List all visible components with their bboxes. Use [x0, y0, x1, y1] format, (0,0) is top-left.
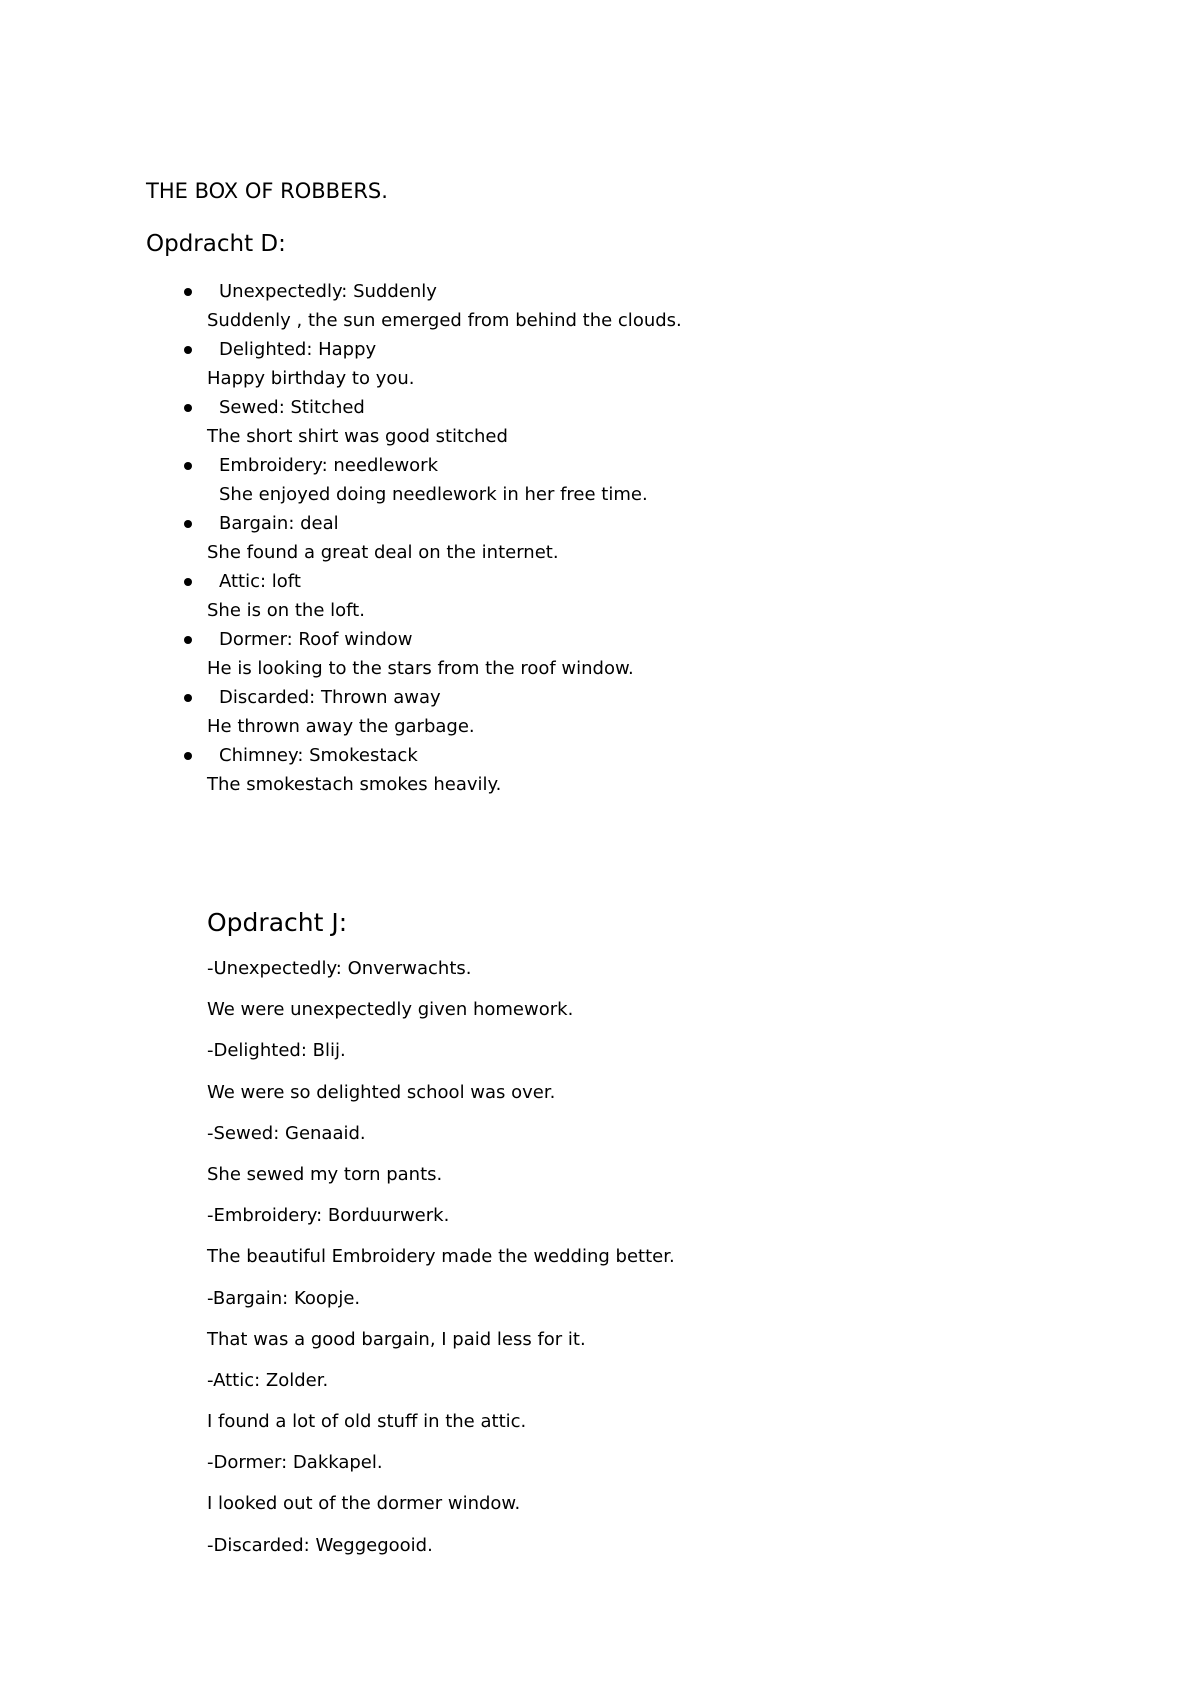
bullet-icon: [184, 288, 192, 296]
vocab-term-line: -Discarded: Weggegooid.: [207, 1534, 433, 1556]
vocab-item: [0, 455, 1200, 513]
vocab-item: [0, 339, 1200, 397]
vocab-item: [0, 571, 1200, 629]
vocab-term-line: -Sewed: Genaaid.: [207, 1122, 366, 1144]
vocab-term: Dormer: Roof window: [219, 629, 413, 650]
vocab-term-line: -Dormer: Dakkapel.: [207, 1452, 383, 1474]
vocab-item: [0, 513, 1200, 571]
section-d-heading: Opdracht D:: [146, 231, 286, 257]
vocab-term-line: -Embroidery: Borduurwerk.: [207, 1205, 450, 1227]
vocab-term: Attic: loft: [219, 571, 301, 592]
section-j-list: [207, 958, 675, 1576]
vocab-term-line: -Unexpectedly: Onverwachts.: [207, 958, 472, 979]
bullet-icon: [184, 520, 192, 528]
vocab-example-line: I looked out of the dormer window.: [207, 1493, 521, 1515]
vocab-example: The smokestach smokes heavily.: [207, 774, 502, 795]
bullet-icon: [184, 462, 192, 470]
vocab-item: [0, 281, 1200, 339]
section-j-heading: Opdracht J:: [207, 908, 348, 937]
vocab-example-line: She sewed my torn pants.: [207, 1163, 443, 1185]
vocab-term: Embroidery: needlework: [219, 455, 438, 476]
vocab-example-line: The beautiful Embroidery made the wedding better.: [207, 1246, 675, 1268]
vocab-example: She is on the loft.: [207, 600, 365, 621]
bullet-icon: [184, 578, 192, 586]
vocab-item: [0, 687, 1200, 745]
bullet-icon: [184, 404, 192, 412]
vocab-example: Suddenly , the sun emerged from behind the clouds.: [207, 310, 682, 331]
vocab-term: Chimney: Smokestack: [219, 745, 418, 766]
bullet-icon: [184, 346, 192, 354]
vocab-example: The short shirt was good stitched: [207, 426, 508, 447]
vocab-term: Delighted: Happy: [219, 339, 377, 360]
document-title: THE BOX OF ROBBERS.: [146, 179, 388, 203]
vocab-item: [0, 397, 1200, 455]
vocab-term-line: -Attic: Zolder.: [207, 1369, 329, 1391]
vocab-term-line: -Bargain: Koopje.: [207, 1287, 361, 1309]
vocab-term: Sewed: Stitched: [219, 397, 365, 418]
vocab-term-line: -Delighted: Blij.: [207, 1040, 346, 1062]
bullet-icon: [184, 636, 192, 644]
vocab-example: He thrown away the garbage.: [207, 716, 475, 737]
vocab-example: She enjoyed doing needlework in her free time.: [219, 484, 648, 505]
vocab-example: He is looking to the stars from the roof window.: [207, 658, 634, 679]
vocab-example: Happy birthday to you.: [207, 368, 415, 389]
vocab-item: [0, 629, 1200, 687]
vocab-term: Bargain: deal: [219, 513, 339, 534]
vocab-term: Unexpectedly: Suddenly: [219, 281, 437, 302]
vocab-example-line: We were unexpectedly given homework.: [207, 999, 574, 1021]
vocab-term: Discarded: Thrown away: [219, 687, 441, 708]
vocab-example-line: I found a lot of old stuff in the attic.: [207, 1411, 527, 1433]
section-d-list: [0, 281, 1200, 803]
bullet-icon: [184, 752, 192, 760]
vocab-item: [0, 745, 1200, 803]
vocab-example-line: That was a good bargain, I paid less for it.: [207, 1328, 586, 1350]
vocab-example-line: We were so delighted school was over.: [207, 1081, 556, 1103]
bullet-icon: [184, 694, 192, 702]
vocab-example: She found a great deal on the internet.: [207, 542, 559, 563]
